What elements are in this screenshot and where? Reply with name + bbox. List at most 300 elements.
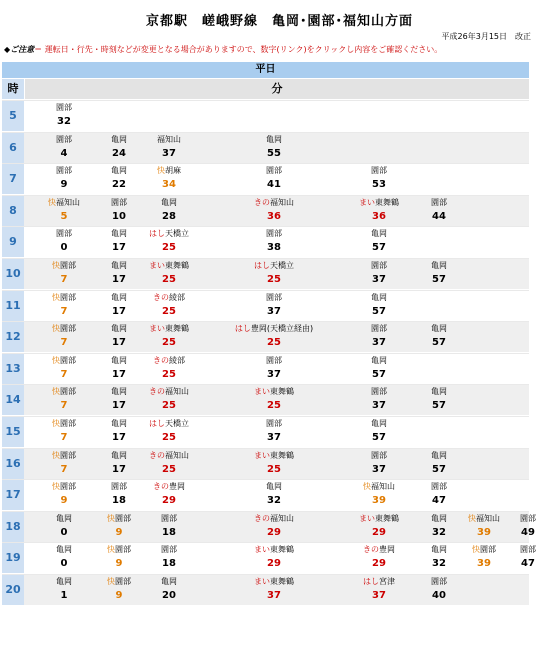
departure-minute-link[interactable]: 36 [267, 210, 281, 222]
train-type-label: 快 [363, 482, 371, 492]
departure-entry[interactable] [339, 513, 419, 540]
train-type-label: きの [254, 513, 270, 523]
destination-name: 園部 [480, 545, 496, 555]
departure-minute-link[interactable]: 9 [115, 526, 123, 538]
destination-name: 園部 [111, 482, 127, 492]
destination-name: 福知山 [476, 513, 500, 523]
timetable-row [2, 195, 529, 226]
destination-label [339, 228, 419, 240]
destination-name: 園部 [60, 292, 76, 302]
destination-name: 天橋立 [165, 419, 189, 428]
destination-name: 亀岡 [111, 387, 127, 397]
departure-entry[interactable] [129, 386, 209, 413]
train-type-label: 快 [52, 292, 60, 302]
departure-entry[interactable] [339, 544, 419, 571]
departure-minute-link[interactable]: 37 [267, 305, 281, 317]
departure-entry[interactable] [129, 260, 209, 287]
column-headers [2, 79, 529, 99]
departure-minute-link[interactable]: 20 [162, 590, 176, 601]
departure-minute-link[interactable]: 37 [372, 337, 386, 349]
train-type-label: まい [359, 197, 375, 207]
destination-name: 東舞鶴 [270, 450, 294, 460]
destination-label [339, 165, 419, 177]
destination-name: 福知山 [165, 450, 189, 460]
destination-name: 園部 [60, 419, 76, 428]
timetable-row [2, 163, 529, 194]
destination-name: 綾部 [169, 355, 185, 365]
train-type-label: 快 [107, 577, 115, 586]
departure-minute-link[interactable]: 7 [60, 463, 68, 475]
train-type-label: はし [149, 419, 165, 428]
departure-entry[interactable] [129, 450, 209, 477]
departure-minute-link[interactable]: 37 [372, 400, 386, 412]
departure-entry[interactable] [24, 102, 104, 129]
destination-name: 東舞鶴 [270, 387, 294, 397]
departure-entry[interactable] [339, 228, 419, 255]
destination-name: 亀岡 [111, 292, 127, 302]
departure-minute-link[interactable]: 25 [267, 400, 281, 412]
departure-minute-link[interactable]: 18 [112, 495, 126, 507]
daytype-header: 平日 [2, 62, 529, 78]
destination-name: 福知山 [157, 134, 181, 144]
hour-cell: 9 [2, 227, 24, 257]
departure-entry[interactable] [339, 355, 419, 382]
departure-minute-link[interactable]: 25 [162, 337, 176, 349]
destination-name: 胡麻 [165, 166, 181, 176]
departure-minute-link[interactable]: 32 [57, 116, 71, 127]
departure-minute-link[interactable]: 57 [372, 432, 386, 443]
destination-name: 東舞鶴 [165, 324, 189, 334]
timetable-row [2, 448, 529, 479]
train-type-label: 快 [52, 482, 60, 492]
hour-cell: 7 [2, 164, 24, 194]
hour-cell: 17 [2, 480, 24, 510]
departure-minute-link[interactable]: 25 [162, 463, 176, 475]
departure-minute-link[interactable]: 7 [60, 368, 68, 380]
departure-entry[interactable] [399, 386, 479, 413]
departure-entry[interactable] [498, 544, 558, 571]
departure-minute-link[interactable]: 38 [267, 242, 281, 254]
departure-entry[interactable] [498, 513, 558, 540]
timetable-row [2, 353, 529, 384]
departure-minute-link[interactable]: 57 [432, 463, 446, 475]
departure-minute-link[interactable]: 29 [267, 526, 281, 538]
departure-minute-link[interactable]: 29 [267, 558, 281, 570]
train-type-label: 快 [52, 355, 60, 365]
destination-label [129, 513, 209, 525]
destination-label [234, 323, 314, 335]
hour-cell: 12 [2, 322, 24, 352]
departure-minute-link[interactable]: 1 [60, 590, 68, 601]
departure-entry[interactable] [234, 450, 314, 477]
destination-name: 亀岡 [161, 577, 177, 586]
departure-minute-link[interactable]: 17 [112, 368, 126, 380]
destination-name: 亀岡 [431, 450, 447, 460]
departure-minute-link[interactable]: 0 [60, 242, 68, 254]
train-type-label: 快 [157, 166, 165, 176]
hour-cell: 10 [2, 259, 24, 289]
destination-name: 東舞鶴 [270, 577, 294, 586]
destination-name: 福知山 [270, 197, 294, 207]
train-type-label: 快 [52, 419, 60, 428]
hour-cell: 15 [2, 417, 24, 447]
departure-minute-link[interactable]: 29 [372, 526, 386, 538]
departure-minute-link[interactable]: 47 [432, 495, 446, 507]
timetable-row [2, 258, 529, 289]
departure-entry[interactable] [234, 513, 314, 540]
departure-minute-link[interactable]: 9 [115, 558, 123, 570]
departure-minute-link[interactable]: 39 [477, 526, 491, 538]
destination-name: 福知山 [165, 387, 189, 397]
destination-name: 亀岡 [431, 387, 447, 397]
departure-minute-link[interactable]: 37 [372, 274, 386, 285]
departure-entry[interactable] [234, 134, 314, 161]
departure-minute-link[interactable]: 57 [432, 337, 446, 349]
destination-label [399, 481, 479, 493]
hour-cell: 6 [2, 133, 24, 163]
destination-label [234, 134, 314, 146]
departure-minute-link[interactable]: 17 [112, 242, 126, 254]
departure-entry[interactable] [399, 450, 479, 477]
destination-label [129, 481, 209, 493]
departure-entry[interactable] [129, 292, 209, 319]
train-type-label: まい [254, 387, 270, 397]
departure-entry[interactable] [234, 323, 314, 350]
departure-entry[interactable] [129, 513, 209, 540]
departure-minute-link[interactable]: 39 [372, 495, 386, 507]
departure-minute-link[interactable]: 17 [112, 400, 126, 412]
departure-minute-link[interactable]: 32 [432, 558, 446, 570]
destination-name: 園部 [56, 134, 72, 144]
departure-minute-link[interactable]: 25 [162, 274, 176, 285]
destination-label [129, 197, 209, 209]
destination-name: 亀岡 [371, 292, 387, 302]
destination-label [129, 292, 209, 304]
hour-cell: 19 [2, 543, 24, 573]
departure-minute-link[interactable]: 18 [162, 526, 176, 538]
destination-name: 亀岡 [56, 513, 72, 523]
destination-label [234, 576, 314, 588]
destination-name: 亀岡 [266, 482, 282, 492]
timetable-row [2, 132, 529, 163]
destination-label [234, 260, 314, 272]
destination-name: 園部 [115, 545, 131, 555]
departure-entry[interactable] [129, 228, 209, 255]
departure-minute-link[interactable]: 25 [162, 305, 176, 317]
destination-name: 亀岡 [371, 229, 387, 239]
departure-minute-link[interactable]: 7 [60, 337, 68, 349]
notice-text: ＝ 運転日・行先・時刻などが変更となる場合がありますので、数字(リンク)をクリックし内容をご確認ください。 [34, 45, 443, 54]
destination-name: 亀岡 [111, 229, 127, 239]
departure-minute-link[interactable]: 47 [521, 558, 535, 570]
destination-name: 園部 [115, 513, 131, 523]
destination-name: 園部 [60, 261, 76, 270]
destination-label [129, 450, 209, 462]
destination-label [234, 197, 314, 209]
departure-minute-link[interactable]: 10 [112, 210, 126, 222]
departure-minute-link[interactable]: 0 [60, 558, 68, 570]
destination-label [234, 450, 314, 462]
destination-label [24, 102, 104, 114]
destination-name: 園部 [431, 482, 447, 492]
departure-minute-link[interactable]: 53 [372, 179, 386, 191]
destination-label [399, 576, 479, 588]
departure-minute-link[interactable]: 9 [60, 179, 68, 191]
departure-minute-link[interactable]: 39 [477, 558, 491, 570]
hour-cell: 18 [2, 512, 24, 542]
hour-cell: 11 [2, 291, 24, 321]
destination-name: 園部 [371, 387, 387, 397]
departure-minute-link[interactable]: 17 [112, 337, 126, 349]
departure-minute-link[interactable]: 28 [162, 210, 176, 222]
destination-label [234, 513, 314, 525]
departure-minute-link[interactable]: 7 [60, 432, 68, 443]
destination-name: 園部 [60, 482, 76, 492]
departure-minute-link[interactable]: 25 [162, 368, 176, 380]
train-type-label: 快 [107, 513, 115, 523]
departure-minute-link[interactable]: 37 [162, 147, 176, 159]
train-type-label: まい [149, 324, 165, 334]
hour-cell: 14 [2, 385, 24, 415]
destination-name: 東舞鶴 [270, 545, 294, 555]
departure-minute-link[interactable]: 57 [432, 400, 446, 412]
destination-label [129, 228, 209, 240]
destination-name: 福知山 [371, 482, 395, 492]
train-type-label: はし [363, 577, 379, 586]
train-type-label: 快 [52, 324, 60, 334]
departure-entry[interactable] [234, 228, 314, 255]
destination-name: 園部 [56, 229, 72, 239]
departure-minute-link[interactable]: 37 [372, 590, 386, 601]
departure-minute-link[interactable]: 37 [372, 463, 386, 475]
timetable-row [2, 290, 529, 321]
revision-date: 平成26年3月15日 改正 [441, 32, 531, 41]
departure-minute-link[interactable]: 32 [267, 495, 281, 507]
departure-minute-link[interactable]: 25 [267, 463, 281, 475]
timetable-row [2, 542, 536, 573]
destination-name: 豊岡(天橋立経由) [250, 324, 314, 334]
departure-entry[interactable] [129, 197, 209, 224]
departure-entry[interactable] [129, 544, 209, 571]
departure-minute-link[interactable]: 25 [162, 242, 176, 254]
destination-name: 東舞鶴 [375, 513, 399, 523]
departure-entry[interactable] [399, 481, 479, 508]
destination-name: 園部 [371, 450, 387, 460]
destination-label [129, 323, 209, 335]
train-type-label: 快 [52, 387, 60, 397]
hour-cell: 13 [2, 354, 24, 384]
destination-name: 豊岡 [169, 482, 185, 492]
train-type-label: 快 [52, 261, 60, 270]
destination-name: 天橋立 [270, 261, 294, 270]
timetable-row [2, 479, 529, 510]
departure-entry[interactable] [234, 355, 314, 382]
departure-entry[interactable] [399, 260, 479, 287]
departure-entry[interactable] [129, 165, 209, 192]
hour-column-header: 時 [2, 79, 24, 99]
departure-entry[interactable] [399, 197, 479, 224]
train-type-label: はし [254, 261, 270, 270]
departure-minute-link[interactable]: 7 [60, 400, 68, 412]
departure-entry[interactable] [129, 481, 209, 508]
destination-label [234, 418, 314, 430]
departure-minute-link[interactable]: 37 [267, 590, 281, 601]
hour-cell: 20 [2, 575, 24, 605]
destination-label [399, 197, 479, 209]
destination-label [129, 418, 209, 430]
destination-name: 亀岡 [111, 166, 127, 176]
departure-minute-link[interactable]: 24 [112, 147, 126, 159]
destination-name: 亀岡 [111, 324, 127, 334]
departure-minute-link[interactable]: 29 [372, 558, 386, 570]
departure-entry[interactable] [399, 576, 479, 603]
departure-entry[interactable] [234, 481, 314, 508]
destination-name: 亀岡 [371, 355, 387, 365]
departure-minute-link[interactable]: 57 [372, 305, 386, 317]
train-type-label: まい [254, 577, 270, 586]
departure-entry[interactable] [339, 418, 419, 445]
departure-minute-link[interactable]: 25 [267, 274, 281, 285]
destination-name: 園部 [266, 355, 282, 365]
destination-name: 福知山 [270, 513, 294, 523]
timetable-row [2, 574, 529, 605]
destination-label [129, 165, 209, 177]
train-type-label: 快 [52, 450, 60, 460]
departure-minute-link[interactable]: 17 [112, 432, 126, 443]
departure-entry[interactable] [234, 386, 314, 413]
destination-label [234, 355, 314, 367]
destination-name: 園部 [60, 355, 76, 365]
destination-name: 園部 [371, 324, 387, 334]
destination-name: 園部 [520, 545, 536, 555]
departure-entry[interactable] [234, 544, 314, 571]
departure-minute-link[interactable]: 49 [521, 526, 535, 538]
train-type-label: まい [254, 545, 270, 555]
destination-name: 亀岡 [371, 419, 387, 428]
departure-minute-link[interactable]: 34 [162, 179, 176, 191]
hour-cell: 8 [2, 196, 24, 226]
departure-entry[interactable] [129, 576, 209, 603]
hour-cell: 5 [2, 101, 24, 131]
destination-label [339, 418, 419, 430]
train-type-label: まい [149, 261, 165, 270]
destination-name: 亀岡 [266, 134, 282, 144]
departure-minute-link[interactable]: 17 [112, 305, 126, 317]
notice [4, 44, 442, 55]
departure-minute-link[interactable]: 25 [267, 337, 281, 349]
departure-minute-link[interactable]: 17 [112, 274, 126, 285]
train-type-label: きの [153, 292, 169, 302]
destination-name: 園部 [161, 513, 177, 523]
departure-entry[interactable] [234, 260, 314, 287]
departure-entry[interactable] [129, 418, 209, 445]
departure-minute-link[interactable]: 36 [372, 210, 386, 222]
departure-minute-link[interactable]: 37 [267, 368, 281, 380]
timetable-row [2, 384, 529, 415]
destination-name: 天橋立 [165, 229, 189, 239]
departure-minute-link[interactable]: 40 [432, 590, 446, 601]
destination-name: 園部 [56, 166, 72, 176]
destination-name: 豊岡 [379, 545, 395, 555]
train-type-label: きの [149, 387, 165, 397]
departure-minute-link[interactable]: 18 [162, 558, 176, 570]
destination-name: 福知山 [56, 197, 80, 207]
departure-entry[interactable] [129, 355, 209, 382]
departure-minute-link[interactable]: 57 [372, 368, 386, 380]
destination-label [234, 386, 314, 398]
timetable-row [2, 100, 529, 131]
departure-minute-link[interactable]: 17 [112, 463, 126, 475]
destination-label [399, 323, 479, 335]
departure-entry[interactable] [399, 323, 479, 350]
departure-minute-link[interactable]: 25 [162, 432, 176, 443]
departure-minute-link[interactable]: 25 [162, 400, 176, 412]
departure-entry[interactable] [129, 134, 209, 161]
destination-name: 亀岡 [111, 355, 127, 365]
timetable-row [2, 321, 529, 352]
departure-minute-link[interactable]: 57 [432, 274, 446, 285]
destination-label [234, 544, 314, 556]
departure-minute-link[interactable]: 44 [432, 210, 446, 222]
departure-minute-link[interactable]: 0 [60, 526, 68, 538]
departure-entry[interactable] [339, 165, 419, 192]
departure-entry[interactable] [129, 323, 209, 350]
departure-entry[interactable] [234, 418, 314, 445]
departure-entry[interactable] [339, 292, 419, 319]
destination-name: 園部 [115, 577, 131, 586]
destination-name: 園部 [60, 324, 76, 334]
departure-entry[interactable] [234, 292, 314, 319]
destination-label [234, 165, 314, 177]
destination-name: 園部 [520, 513, 536, 523]
train-type-label: はし [149, 229, 165, 239]
destination-label [339, 544, 419, 556]
departure-minute-link[interactable]: 29 [162, 495, 176, 507]
departure-entry[interactable] [234, 165, 314, 192]
departure-minute-link[interactable]: 7 [60, 305, 68, 317]
departure-minute-link[interactable]: 22 [112, 179, 126, 191]
destination-name: 亀岡 [431, 513, 447, 523]
train-type-label: きの [153, 355, 169, 365]
destination-name: 園部 [266, 166, 282, 176]
timetable-row [2, 416, 529, 447]
train-type-label: きの [363, 545, 379, 555]
destination-label [129, 134, 209, 146]
departure-entry[interactable] [234, 576, 314, 603]
departure-minute-link[interactable]: 37 [267, 432, 281, 443]
destination-label [234, 228, 314, 240]
minute-column-header: 分 [25, 79, 529, 99]
destination-name: 園部 [371, 166, 387, 176]
notice-label: ◆ご注意 [4, 45, 35, 54]
destination-label [234, 292, 314, 304]
departure-minute-link[interactable]: 41 [267, 179, 281, 191]
departure-entry[interactable] [234, 197, 314, 224]
departure-minute-link[interactable]: 9 [60, 495, 68, 507]
departure-minute-link[interactable]: 9 [115, 590, 123, 601]
destination-name: 園部 [431, 197, 447, 207]
departure-minute-link[interactable]: 5 [60, 210, 68, 222]
destination-name: 園部 [431, 577, 447, 586]
train-type-label: まい [359, 513, 375, 523]
departure-minute-link[interactable]: 32 [432, 526, 446, 538]
departure-minute-link[interactable]: 4 [60, 147, 68, 159]
timetable [2, 62, 536, 662]
departure-minute-link[interactable]: 7 [60, 274, 68, 285]
train-type-label: はし [234, 324, 251, 334]
departure-minute-link[interactable]: 57 [372, 242, 386, 254]
departure-minute-link[interactable]: 55 [267, 147, 281, 159]
